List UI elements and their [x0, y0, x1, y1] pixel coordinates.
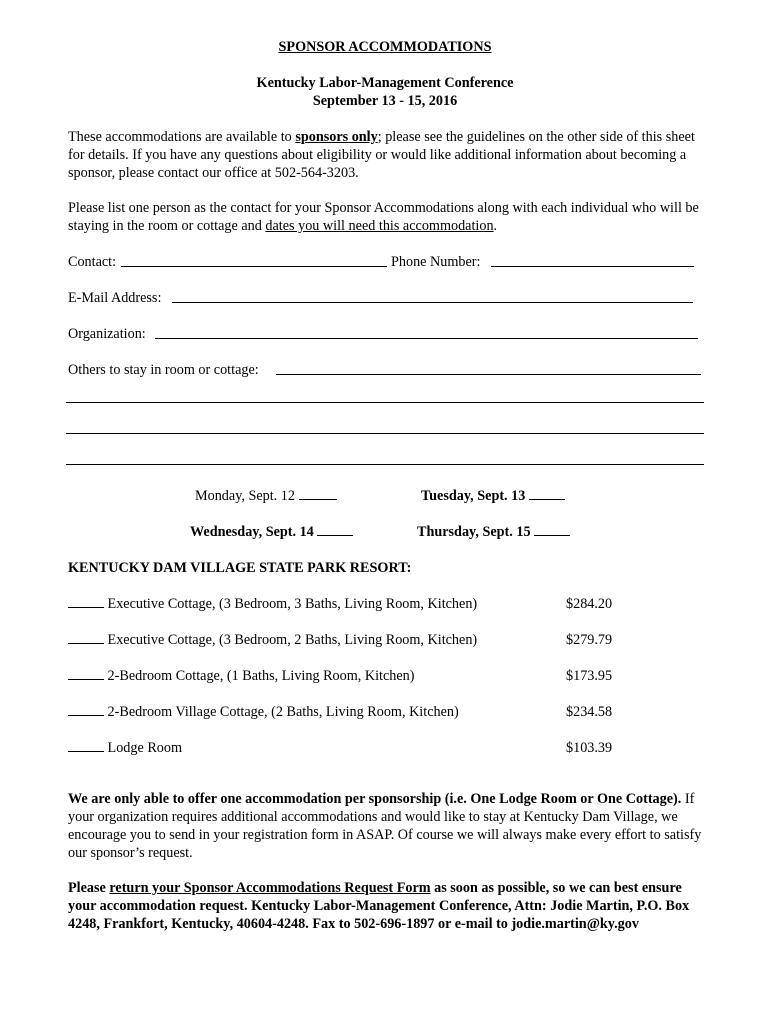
- closing-paragraph: [68, 879, 708, 933]
- others-label: Others to stay in room or cottage:: [68, 362, 259, 378]
- intro-p1-emphasis: sponsors only: [295, 129, 378, 145]
- option-blank[interactable]: [68, 750, 104, 752]
- option-blank[interactable]: [68, 678, 104, 680]
- day-tuesday: [421, 487, 565, 505]
- day-monday-blank[interactable]: [299, 498, 337, 500]
- email-label: E-Mail Address:: [68, 290, 162, 306]
- contact-field[interactable]: [121, 266, 387, 267]
- others-line-3[interactable]: [66, 433, 704, 434]
- page-title: SPONSOR ACCOMMODATIONS: [278, 39, 492, 55]
- option-row: [68, 631, 477, 649]
- conference-name: Kentucky Labor-Management Conference: [256, 75, 514, 91]
- option-label: 2-Bedroom Cottage, (1 Baths, Living Room, Kitchen): [107, 668, 415, 684]
- option-price: $173.95: [566, 668, 613, 684]
- notice-text: If your organization requires additional accommodations and would like to stay at Kentucky Dam Village, we encourage you to send in your registration form in ASAP. Of course we will always make every effort to satisfy our sponsor’s request.: [68, 791, 702, 861]
- resort-heading: KENTUCKY DAM VILLAGE STATE PARK RESORT:: [68, 560, 412, 576]
- others-line-2[interactable]: [66, 402, 704, 403]
- phone-label: Phone Number:: [391, 254, 481, 270]
- day-wednesday-blank[interactable]: [317, 534, 353, 536]
- phone-field[interactable]: [491, 266, 694, 267]
- day-thursday-label: Thursday, Sept. 15: [417, 524, 531, 540]
- intro-p2-emphasis: dates you will need this accommodation: [265, 218, 494, 234]
- closing-text-2: as soon as possible, so we can best ensure your accommodation request. Kentucky Labor-Management Conference, Attn: Jodie Martin, P.O. Box 4248, Frankfort, Kentucky, 40604-4248. Fax to 502-696-1897 or e-mail to jodie.martin@ky.gov: [68, 880, 690, 932]
- intro-p1-text-2: ; please see the guidelines on the other side of this sheet for details. If you have any questions about eligibility or would like additional information about becoming a sponsor, please contact our office at 502-564-3203.: [68, 129, 695, 181]
- option-price: $284.20: [566, 596, 613, 612]
- conference-dates: September 13 - 15, 2016: [312, 93, 458, 109]
- option-blank[interactable]: [68, 606, 104, 608]
- option-row: [68, 703, 459, 721]
- organization-label: Organization:: [68, 326, 146, 342]
- option-row: [68, 595, 477, 613]
- day-tuesday-blank[interactable]: [529, 498, 565, 500]
- option-label: Executive Cottage, (3 Bedroom, 2 Baths, Living Room, Kitchen): [107, 632, 478, 648]
- option-label: Executive Cottage, (3 Bedroom, 3 Baths, Living Room, Kitchen): [107, 596, 478, 612]
- option-row: [68, 667, 415, 685]
- notice-paragraph: [68, 790, 708, 862]
- intro-paragraph-1: [68, 128, 708, 182]
- option-label: Lodge Room: [107, 740, 183, 756]
- intro-p2-text-2: .: [493, 218, 498, 234]
- option-row: [68, 739, 182, 757]
- return-form-link[interactable]: return your Sponsor Accommodations Request Form: [109, 880, 431, 896]
- day-wednesday-label: Wednesday, Sept. 14: [190, 524, 314, 540]
- day-tuesday-label: Tuesday, Sept. 13: [421, 488, 526, 504]
- intro-p2-text: Please list one person as the contact for your Sponsor Accommodations along with each individual who will be staying in the room or cottage and: [68, 200, 699, 234]
- option-price: $234.58: [566, 704, 613, 720]
- option-blank[interactable]: [68, 714, 104, 716]
- email-field[interactable]: [172, 302, 693, 303]
- option-blank[interactable]: [68, 642, 104, 644]
- intro-paragraph-2: [68, 199, 708, 235]
- others-field[interactable]: [276, 374, 701, 375]
- option-price: $279.79: [566, 632, 613, 648]
- others-line-4[interactable]: [66, 464, 704, 465]
- option-label: 2-Bedroom Village Cottage, (2 Baths, Living Room, Kitchen): [107, 704, 459, 720]
- organization-field[interactable]: [155, 338, 698, 339]
- day-thursday: [417, 523, 570, 541]
- day-monday-label: Monday, Sept. 12: [195, 488, 295, 504]
- intro-p1-text: These accommodations are available to: [68, 129, 296, 145]
- contact-label: Contact:: [68, 254, 117, 270]
- day-wednesday: [190, 523, 353, 541]
- notice-bold: We are only able to offer one accommodation per sponsorship (i.e. One Lodge Room or One Cottage).: [68, 791, 682, 807]
- day-thursday-blank[interactable]: [534, 534, 570, 536]
- day-monday: [195, 487, 337, 505]
- option-price: $103.39: [566, 740, 613, 756]
- closing-text: Please: [68, 880, 110, 896]
